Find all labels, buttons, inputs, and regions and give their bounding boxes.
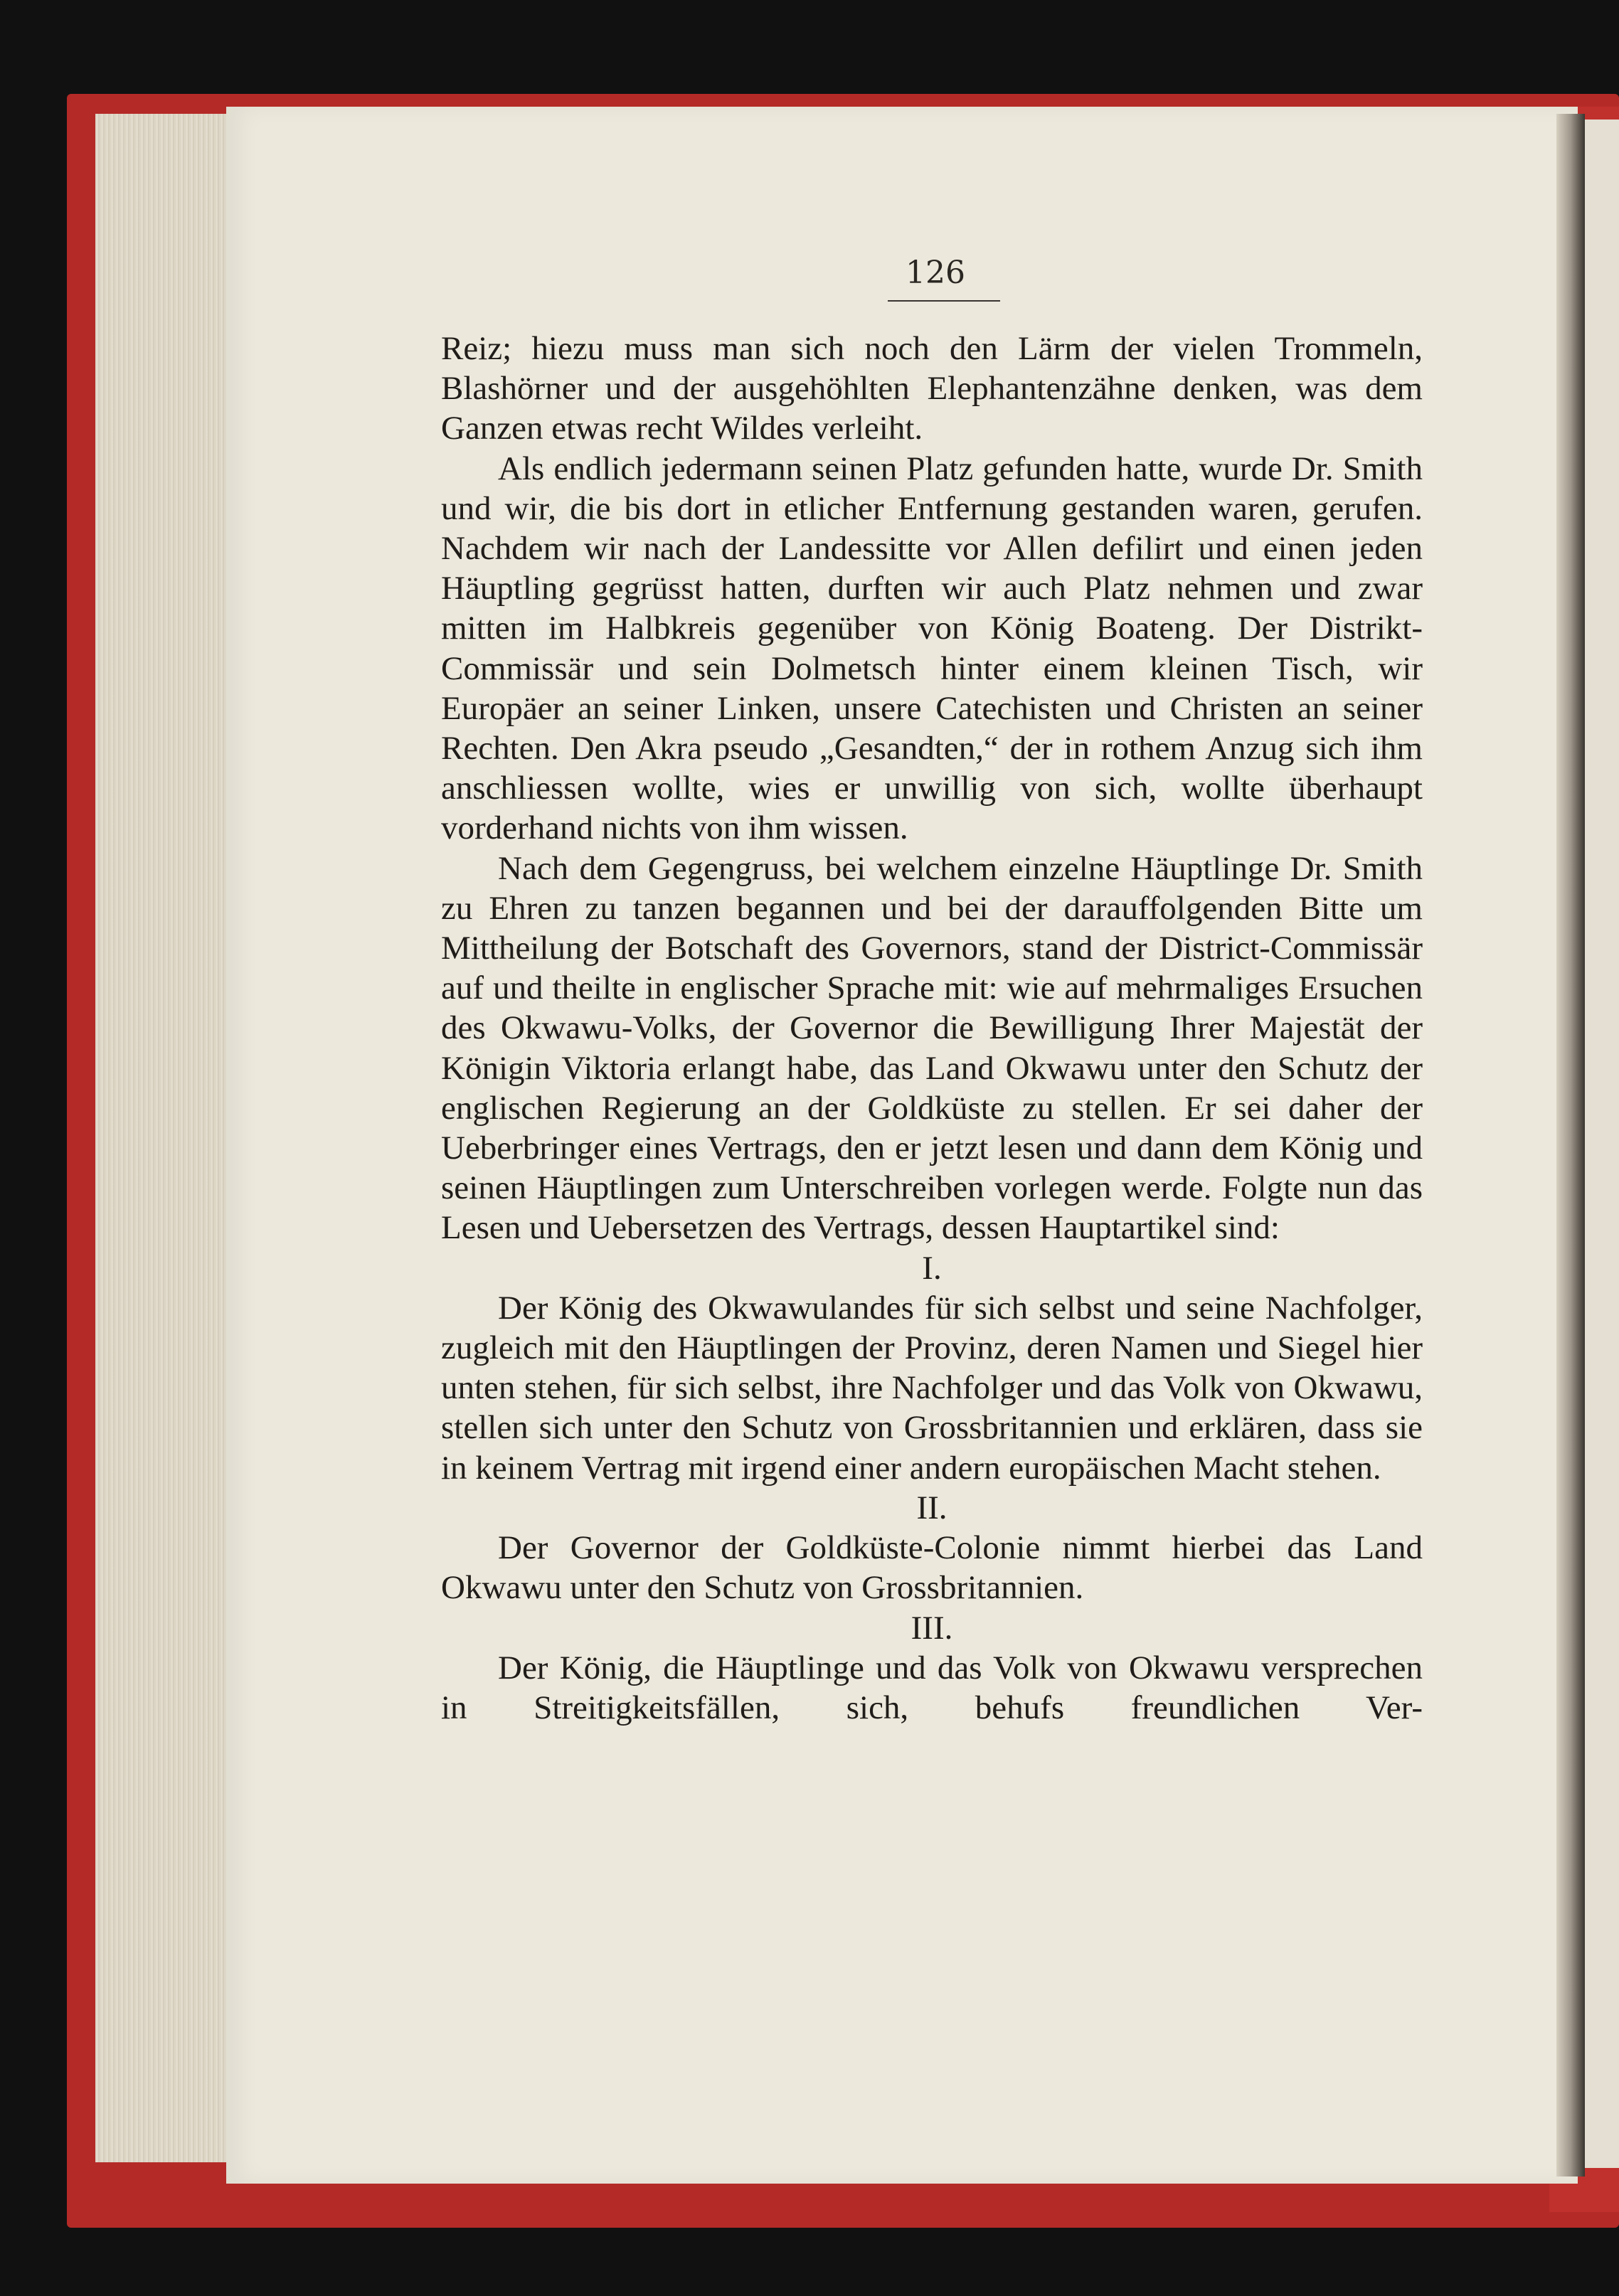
page-number-rule <box>888 300 1000 302</box>
book-gutter <box>1556 114 1585 2177</box>
article-text: Der König, die Häuptlinge und das Volk von Okwawu versprechen in Streitigkeitsfällen, sich, behufs freundlichen Ver- <box>441 1649 1423 1726</box>
page-body <box>441 329 1423 1728</box>
paragraph: Reiz; hiezu muss man sich noch den Lärm der vielen Trommeln, Blashörner und der ausgehöhlten Elephantenzähne denken, was dem Ganzen etwas recht Wildes verleiht. <box>441 330 1423 447</box>
article-numeral: II. <box>916 1489 947 1526</box>
article-text: Der König des Okwawulandes für sich selbst und seine Nachfolger, zugleich mit den Häuptlingen der Provinz, deren Namen und Siegel hier unten stehen, für sich selbst, ihre Nachfolger und das Volk von Okwawu, stellen sich unter den Schutz von Grossbritannien und erklären, dass sie in keinem Vertrag mit irgend einer andern europäischen Macht stehen. <box>441 1289 1423 1487</box>
article-numeral: I. <box>922 1249 942 1287</box>
paragraph: Nach dem Gegengruss, bei welchem einzelne Häuptlinge Dr. Smith zu Ehren zu tanzen begannen und bei der darauffolgenden Bitte um Mittheilung der Botschaft des Governors, stand der District-Commissär auf und theilte in englischer Sprache mit: wie auf mehrmaliges Ersuchen des Okwawu-Volks, der Governor die Bewilligung Ihrer Majestät der Königin Viktoria erlangt habe, das Land Okwawu unter den Schutz der englischen Regierung an der Goldküste zu stellen. Er sei daher der Ueberbringer eines Vertrags, den er jetzt lesen und dann dem König und seinen Häuptlingen zum Unterschreiben vorlegen werde. Folgte nun das Lesen und Uebersetzen des Vertrags, dessen Hauptartikel sind: <box>441 849 1423 1247</box>
page-stack-edges <box>95 114 230 2162</box>
facing-page-edge <box>1583 119 1619 2168</box>
page-number: 126 <box>906 255 965 291</box>
article-text: Der Governor der Goldküste-Colonie nimmt hierbei das Land Okwawu unter den Schutz von Grossbritannien. <box>441 1529 1423 1607</box>
paragraph: Als endlich jedermann seinen Platz gefunden hatte, wurde Dr. Smith und wir, die bis dort in etlicher Entfernung gestanden waren, gerufen. Nachdem wir nach der Landessitte vor Allen defilirt und einen jeden Häuptling gegrüsst hatten, durften wir auch Platz nehmen und zwar mitten im Halbkreis gegenüber von König Boateng. Der Distrikt-Commissär und sein Dolmetsch hinter einem kleinen Tisch, wir Europäer an seiner Linken, unsere Catechisten und Christen an seiner Rechten. Den Akra pseudo „Gesandten,“ der in rothem Anzug sich ihm anschliessen wollte, wies er unwillig von sich, wollte überhaupt vorderhand nichts von ihm wissen. <box>441 450 1423 847</box>
article-numeral: III. <box>911 1609 953 1647</box>
